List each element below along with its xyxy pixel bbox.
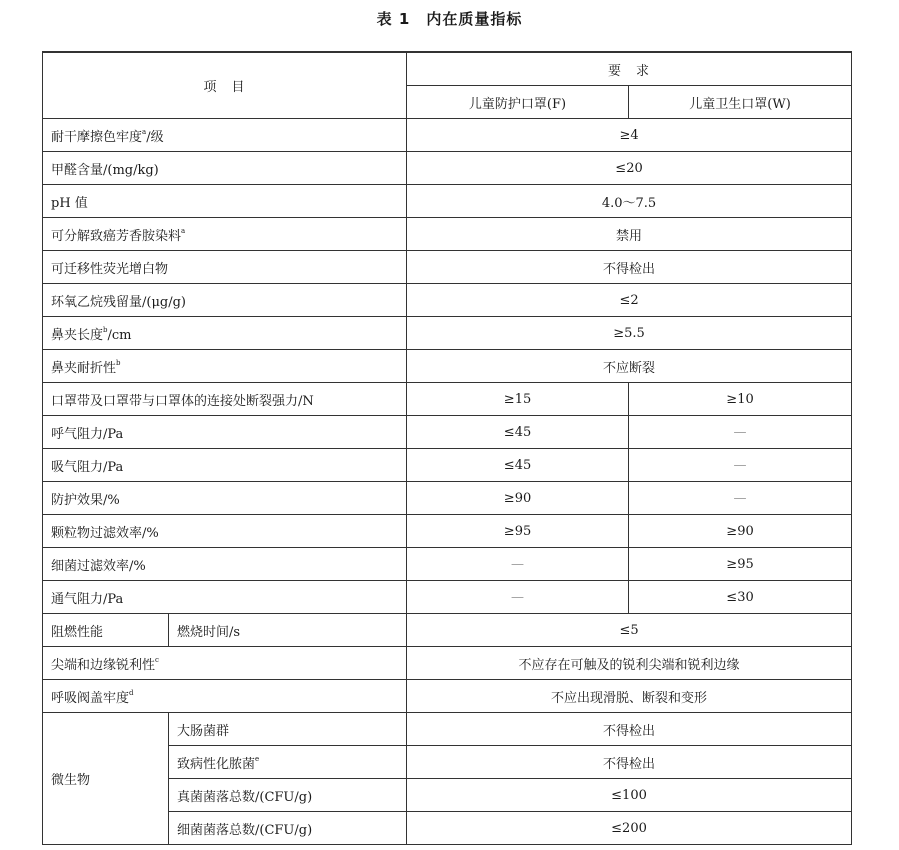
row-subitem: 真菌菌落总数/(CFU/g): [169, 779, 407, 812]
row-value-f: ≥95: [407, 515, 629, 548]
row-value: ≤2: [407, 284, 852, 317]
row-subitem: 致病性化脓菌$^e$: [169, 746, 407, 779]
row-value: ≤200: [407, 812, 852, 845]
row-item: 可分解致癌芳香胺染料$^a$: [43, 218, 407, 251]
row-value-f: ≤45: [407, 416, 629, 449]
row-value-w: —: [629, 449, 852, 482]
row-value: 不应出现滑脱、断裂和变形: [407, 680, 852, 713]
header-item: 项 目: [43, 52, 407, 119]
row-value: 不得检出: [407, 713, 852, 746]
table-row: [43, 152, 852, 185]
row-value: 不得检出: [407, 746, 852, 779]
table-row: [43, 317, 852, 350]
row-value-f: ≥90: [407, 482, 629, 515]
quality-table: [42, 51, 852, 845]
row-item: 吸气阻力/Pa: [43, 449, 407, 482]
row-value: ≥4: [407, 119, 852, 152]
row-subitem: 燃烧时间/s: [169, 614, 407, 647]
row-value-f: ≥15: [407, 383, 629, 416]
table-row: [43, 515, 852, 548]
row-value: 不得检出: [407, 251, 852, 284]
row-value: ≤20: [407, 152, 852, 185]
table-row: [43, 548, 852, 581]
table-row: [43, 449, 852, 482]
row-item: 阻燃性能: [43, 614, 169, 647]
table-row: [43, 614, 852, 647]
row-value-f: ≤45: [407, 449, 629, 482]
row-item: 细菌过滤效率/%: [43, 548, 407, 581]
row-item: 可迁移性荧光增白物: [43, 251, 407, 284]
row-item: 环氧乙烷残留量/(μg/g): [43, 284, 407, 317]
row-item: 呼气阻力/Pa: [43, 416, 407, 449]
table-row: [43, 218, 852, 251]
table-row: [43, 350, 852, 383]
row-value: ≤100: [407, 779, 852, 812]
row-item: 颗粒物过滤效率/%: [43, 515, 407, 548]
row-item: 通气阻力/Pa: [43, 581, 407, 614]
table-row: [43, 119, 852, 152]
row-item: 口罩带及口罩带与口罩体的连接处断裂强力/N: [43, 383, 407, 416]
row-value: 不应断裂: [407, 350, 852, 383]
table-row: [43, 713, 852, 746]
row-item: pH 值: [43, 185, 407, 218]
row-value-w: ≥90: [629, 515, 852, 548]
row-value-w: ≤30: [629, 581, 852, 614]
row-value: 4.0～7.5: [407, 185, 852, 218]
row-value: 不应存在可触及的锐利尖端和锐利边缘: [407, 647, 852, 680]
table-row: [43, 647, 852, 680]
row-value-f: —: [407, 581, 629, 614]
table-row: [43, 251, 852, 284]
table-row: [43, 581, 852, 614]
table-row: [43, 482, 852, 515]
row-value-w: ≥95: [629, 548, 852, 581]
row-subitem: 大肠菌群: [169, 713, 407, 746]
table-row: [43, 284, 852, 317]
row-item: 防护效果/%: [43, 482, 407, 515]
row-item: 鼻夹耐折性$^b$: [43, 350, 407, 383]
row-value-f: —: [407, 548, 629, 581]
table-row: [43, 680, 852, 713]
header-col-f: 儿童防护口罩(F): [407, 86, 629, 119]
row-value: 禁用: [407, 218, 852, 251]
table-title: 表 1 内在质量指标: [376, 10, 523, 28]
row-value: ≤5: [407, 614, 852, 647]
table-row: [43, 416, 852, 449]
row-item: 耐干摩擦色牢度$^a$/级: [43, 119, 407, 152]
row-value: ≥5.5: [407, 317, 852, 350]
row-item: 呼吸阀盖牢度$^d$: [43, 680, 407, 713]
header-row-1: [43, 52, 852, 86]
header-col-w: 儿童卫生口罩(W): [629, 86, 852, 119]
table-row: [43, 185, 852, 218]
header-requirement: 要 求: [407, 52, 852, 86]
row-item: 鼻夹长度$^b$/cm: [43, 317, 407, 350]
row-item: 尖端和边缘锐利性$^c$: [43, 647, 407, 680]
table-row: [43, 383, 852, 416]
row-value-w: —: [629, 482, 852, 515]
row-value-w: —: [629, 416, 852, 449]
row-value-w: ≥10: [629, 383, 852, 416]
row-subitem: 细菌菌落总数/(CFU/g): [169, 812, 407, 845]
row-item: 甲醛含量/(mg/kg): [43, 152, 407, 185]
micro-label: 微生物: [43, 713, 169, 845]
